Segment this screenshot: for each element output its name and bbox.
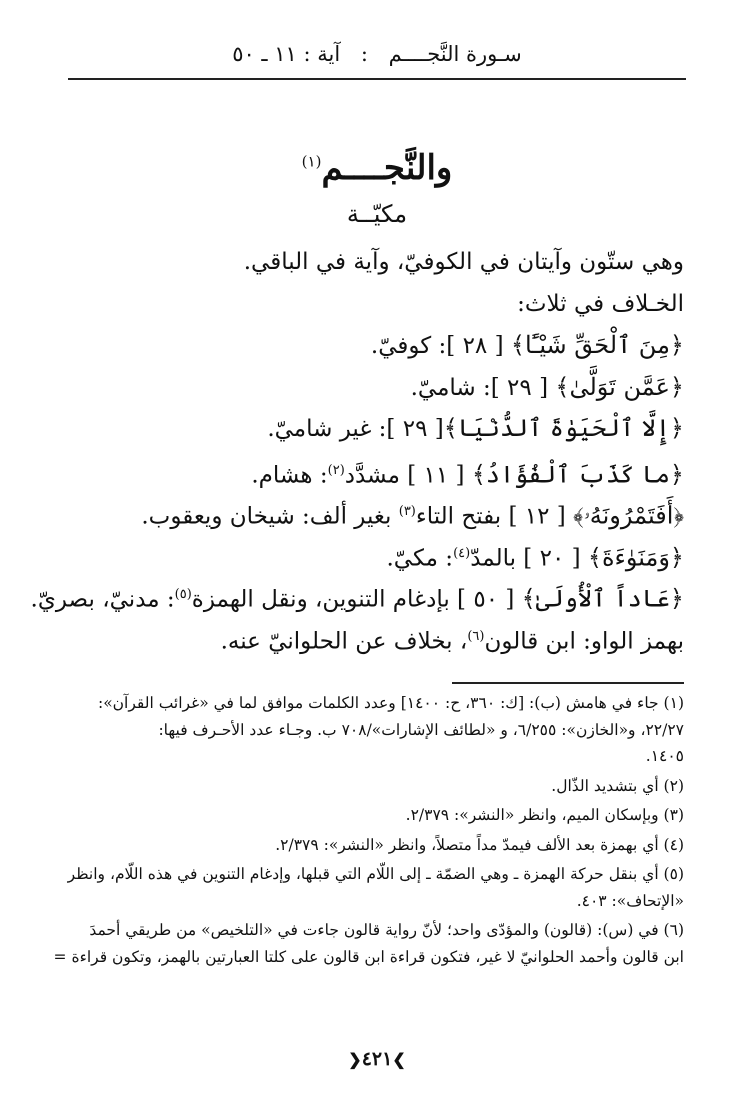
line-text: [ ٢٠ ] بالمدّ (470, 545, 588, 572)
line-text: ، بخلاف عن الحلوانيّ عنه. (220, 628, 468, 655)
ornament-right-icon: ❯ (392, 1050, 406, 1069)
footnote-6-line-2: ابن قالون وأحمد الحلوانيّ لا غير، فتكون قراءة ابن قالون على كلتا العبارتين بالهمز، وتكون قراءة = (53, 947, 684, 966)
running-head-separator: : (360, 42, 368, 66)
line-text: [ ٢٨ ]: كوفيّ. (370, 333, 511, 359)
quran-quote: ﴿أَفَتَمْرُونَهُۥ﴾ (573, 501, 684, 530)
quran-quote: ﴿وَمَنَوٰءَةَ﴾ (587, 543, 684, 572)
text-line-verse-50 (30, 574, 684, 616)
line-text: [ ١١ ] مشدَّد (344, 462, 472, 489)
footnote-ref-2: (٢) (327, 462, 345, 478)
footnote-4: (٤) أي بهمزة بعد الألف فيمدّ مداً متصلاً، وانظر «النشر»: ٢/٣٧٩. (275, 835, 684, 854)
footnote-ref-1: (١) (301, 152, 322, 171)
running-head (60, 42, 694, 66)
footnote-ref-4: (٤) (453, 545, 471, 561)
surah-title-text: والنَّجــــم (321, 148, 453, 188)
line-text: بغير ألف: شيخان ويعقوب. (141, 503, 399, 530)
text-line-verse-count: وهي ستّون وآيتان في الكوفيّ، وآية في الباقي. (243, 249, 684, 275)
footnote-1-line-1: (١) جاء في هامش (ب): [ك: ٣٦٠، ح: ١٤٠٠] وعدد الكلمات موافق لما في «غرائب القرآن»: (97, 694, 684, 712)
line-text: بهمز الواو: ابن قالون (484, 628, 684, 655)
page-number-value: ٤٢١ (361, 1048, 393, 1070)
footnote-ref-3: (٣) (398, 504, 416, 519)
line-text: : هشام. (251, 462, 328, 489)
text-line-verse-28 (55, 325, 684, 367)
header-rule (68, 78, 686, 80)
page-number (0, 1048, 754, 1070)
running-head-surah: سـورة النَّجــــم (388, 42, 522, 66)
text-line-hamz (55, 616, 684, 658)
footnote-3: (٣) وبإسكان الميم، وانظر «النشر»: ٢/٣٧٩. (405, 806, 684, 824)
line-text: [ ٢٩ ]: غير شاميّ. (267, 416, 444, 442)
running-head-ayah-range: آية : ١١ ـ ٥٠ (232, 42, 341, 66)
quran-quote: ﴿مِنَ ٱلْحَقِّ شَيْـًٔا﴾ (510, 331, 684, 359)
quran-quote: ﴿عَمَّن تَوَلَّىٰ﴾ (555, 372, 684, 401)
line-text: : مكيّ. (386, 545, 454, 572)
text-line-verse-11 (55, 450, 684, 492)
text-line-disagreement-intro: الخـلاف في ثلاث: (517, 290, 684, 317)
ornament-left-icon: ❮ (348, 1050, 362, 1069)
quran-quote: ﴿ما كَذَبَ ٱلْفُؤَادُ﴾ (471, 460, 684, 489)
line-text: [ ٢٩ ]: شاميّ. (410, 374, 556, 401)
footnote-5-line-1: (٥) أي بنقل حركة الهمزة ـ وهي الضمّة ـ إلى اللّام التي قبلها، وإدغام التنوين في هذه اللّام، وانظر (67, 865, 684, 883)
footnote-6-line-1: (٦) في (س): (قالون) والمؤدّى واحد؛ لأنّ رواية قالون جاءت في «التلخيص» من طريقي أحمدَ (89, 921, 684, 939)
footnote-1-line-3: ١٤٠٥. (645, 747, 684, 765)
surah-title (0, 148, 754, 188)
quran-quote: ﴿إِلَّا ٱلْحَيَوٰةَ ٱلدُّنْيَا﴾ (443, 414, 684, 442)
footnote-rule (452, 682, 684, 684)
quran-quote: ﴿عَاداً ٱلْأُولَىٰ﴾ (521, 584, 684, 613)
footnote-2: (٢) أي بتشديد الذّال. (551, 776, 684, 795)
footnote-ref-5: (٥) (174, 587, 192, 602)
text-line-verse-12 (55, 491, 684, 533)
text-line-verse-29b (55, 408, 684, 450)
text-line-verse-20 (55, 533, 684, 575)
main-text (30, 242, 684, 657)
footnote-1-line-2: ٢٢/٢٧، و«الخازن»: ٦/٢٥٥، و «لطائف الإشارات»/٧٠٨ ب. وجـاء عدد الأحـرف فيها: (158, 720, 684, 739)
footnote-ref-6: (٦) (467, 628, 485, 644)
surah-type: مكيّــة (346, 200, 408, 228)
footnotes (55, 690, 684, 970)
line-text: [ ١٢ ] بفتح التاء (415, 503, 574, 530)
text-line-verse-29a (55, 367, 684, 409)
line-text: : مدنيّ، بصريّ. (30, 586, 175, 613)
footnote-5-line-2: «الإتحاف»: ٤٠٣. (576, 891, 684, 910)
line-text: [ ٥٠ ] بإدغام التنوين، ونقل الهمزة (191, 586, 522, 613)
